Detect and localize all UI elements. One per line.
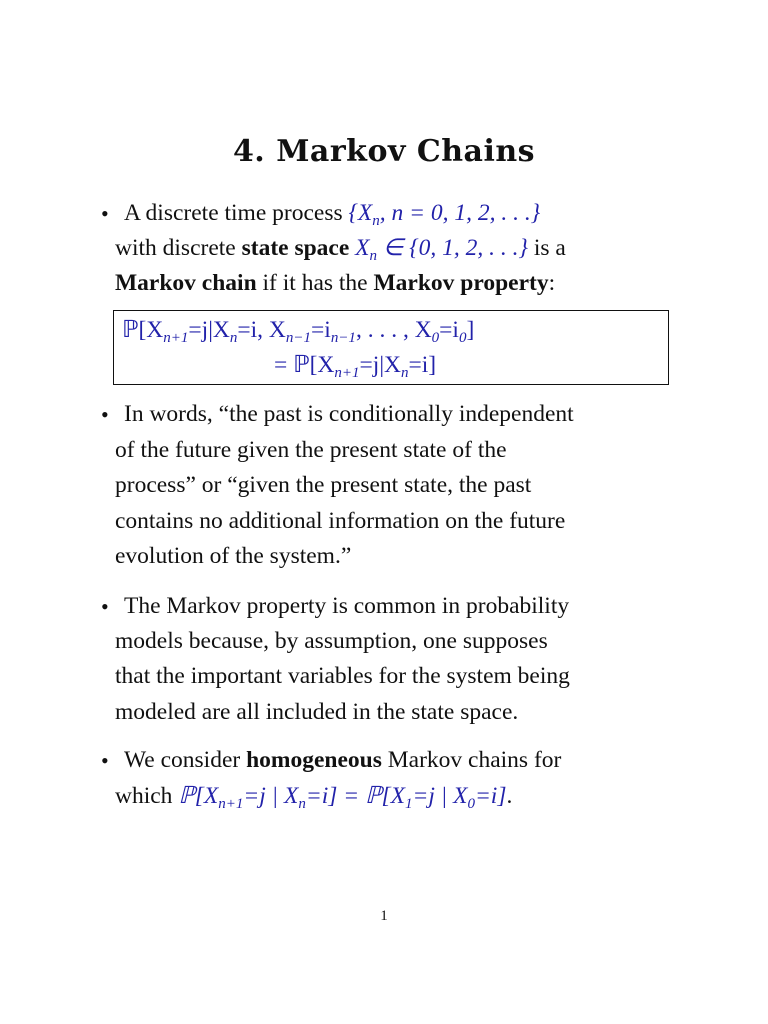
bullet-2: • xyxy=(101,402,109,427)
bold-term: state space xyxy=(241,235,350,261)
p4-line-2 xyxy=(115,781,512,819)
p1-line-3 xyxy=(115,268,555,298)
text: with discrete xyxy=(115,235,242,261)
bullet-3: • xyxy=(101,594,109,619)
math-text: = ℙ[X xyxy=(274,352,335,378)
bullet-1: • xyxy=(101,201,109,226)
p3-line-4: modeled are all included in the state space. xyxy=(115,699,519,725)
subscript: 1 xyxy=(405,796,413,812)
text: if it has the xyxy=(256,270,374,296)
p3-line-2: models because, by assumption, one supposes xyxy=(115,628,548,654)
math-text: =i] = ℙ[X xyxy=(305,783,405,809)
subscript: n xyxy=(298,796,306,812)
math-text: ∈ {0, 1, 2, . . .} xyxy=(377,235,528,261)
math-text: =j|X xyxy=(188,317,230,343)
math-text: =i xyxy=(439,317,459,343)
subscript: n+1 xyxy=(163,330,189,346)
subscript: n+1 xyxy=(218,796,244,812)
subscript: n−1 xyxy=(285,330,312,346)
math xyxy=(178,783,507,812)
p2-line-3: process” or “given the present state, the past xyxy=(115,472,532,498)
math-text: ℙ[X xyxy=(178,783,219,809)
subscript: n xyxy=(401,365,409,381)
p3-line-3: that the important variables for the system being xyxy=(115,663,570,689)
p2-line-4: contains no additional information on the future xyxy=(115,508,566,534)
text: A discrete time process xyxy=(124,200,349,226)
subscript: n xyxy=(229,330,238,346)
p4-line-1 xyxy=(124,745,561,775)
p3-line-1: The Markov property is common in probability xyxy=(124,593,570,619)
math-text: =i, X xyxy=(237,317,286,343)
math-text: , . . . , X xyxy=(355,317,432,343)
math-text: , n = 0, 1, 2, . . .} xyxy=(379,200,541,226)
formula-row-1 xyxy=(122,315,474,353)
math-text: X xyxy=(349,235,370,261)
markov-property-box xyxy=(113,310,669,385)
math-text: =i xyxy=(311,317,331,343)
subscript: n−1 xyxy=(330,330,356,346)
math-text: =j | X xyxy=(243,783,299,809)
subscript: n+1 xyxy=(334,365,360,381)
math-text: {X xyxy=(348,200,373,226)
p2-line-1: In words, “the past is conditionally independent xyxy=(124,401,574,427)
text: We consider xyxy=(124,747,247,773)
bold-term: Markov chain xyxy=(115,270,257,296)
subscript: n xyxy=(369,248,378,264)
bold-term: Markov property xyxy=(373,270,549,296)
p1-line-2 xyxy=(115,233,566,271)
math-text: ℙ[X xyxy=(122,317,164,343)
math-text: =j|X xyxy=(359,352,401,378)
subscript: 0 xyxy=(458,330,467,346)
bullet-4: • xyxy=(101,748,109,773)
subscript: 0 xyxy=(467,796,475,812)
formula-row-2 xyxy=(274,350,436,388)
p2-line-2: of the future given the present state of the xyxy=(115,437,507,463)
page-number: 1 xyxy=(380,908,388,924)
math-text: =i] xyxy=(408,352,437,378)
bold-term: homogeneous xyxy=(246,747,382,773)
text: Markov chains for xyxy=(381,747,562,773)
math-text: ] xyxy=(466,317,475,343)
page-title: 4. Markov Chains xyxy=(232,134,536,169)
subscript: n xyxy=(372,213,380,229)
math-text: =i] xyxy=(474,783,507,809)
subscript: 0 xyxy=(431,330,440,346)
math xyxy=(348,200,541,229)
text: . xyxy=(506,783,513,809)
text: which xyxy=(115,783,179,809)
math-text: =j | X xyxy=(412,783,468,809)
math xyxy=(349,235,528,264)
p2-line-5: evolution of the system.” xyxy=(115,543,352,569)
text: is a xyxy=(527,235,566,261)
p1-line-1 xyxy=(124,198,540,236)
text: : xyxy=(548,270,556,296)
